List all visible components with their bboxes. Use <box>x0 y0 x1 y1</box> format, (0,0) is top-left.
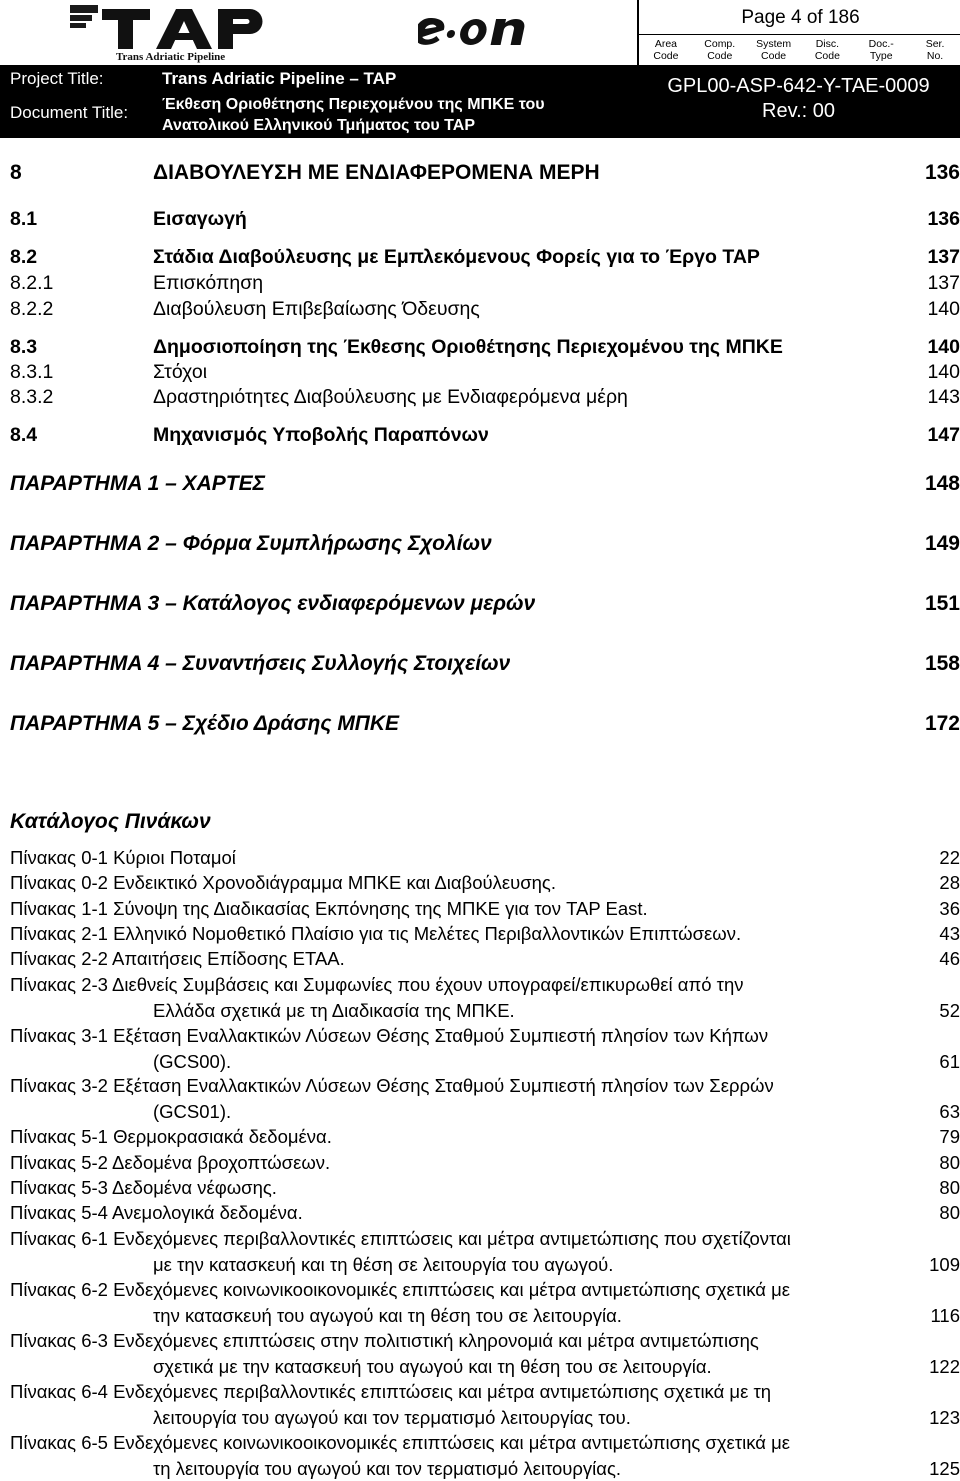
document-title-label: Document Title: <box>10 103 129 122</box>
code-fields <box>639 35 960 65</box>
code-comp: Comp. Code <box>704 38 736 62</box>
toc-entry[interactable]: 8.2.2 Διαβούλευση Επιβεβαίωσης Όδευσης 140 <box>10 298 960 320</box>
table-list-entry[interactable]: Πίνακας 6-3 Ενδεχόμενες επιπτώσεις στην πολιτιστική κληρονομιά και μέτρα αντιμετώπισης σχετικά με την κατασκευή του αγωγού και τη θέση του σε λειτουργία. 122 <box>10 1330 960 1377</box>
code-doc-type: Doc.- Type <box>868 38 894 62</box>
code-area: Area Code <box>653 38 679 62</box>
toc-entry[interactable]: 8.2.1 Επισκόπηση 137 <box>10 272 960 294</box>
toc-entry[interactable]: 8.3.1 Στόχοι 140 <box>10 361 960 383</box>
appendix-entry[interactable]: ΠΑΡΑΡΤΗΜΑ 3 – Κατάλογος ενδιαφερόμενων μερών 151 <box>10 592 960 615</box>
code-ser-no: Ser. No. <box>925 38 945 62</box>
document-number: GPL00-ASP-642-Y-TAE-0009 <box>667 75 930 97</box>
code-system: System Code <box>756 38 792 62</box>
tap-logo <box>70 5 270 63</box>
table-list-entry[interactable]: Πίνακας 6-4 Ενδεχόμενες περιβαλλοντικές επιπτώσεις και μέτρα αντιμετώπισης σχετικά με τη λειτουργία του αγωγού και τον τερματισμό λειτουργίας του. 123 <box>10 1381 960 1428</box>
document-title: Έκθεση Οριοθέτησης Περιεχομένου της ΜΠΚΕ του Ανατολικού Ελληνικού Τμήματος του TAP <box>162 96 545 134</box>
table-list-entry[interactable]: Πίνακας 2-2 Απαιτήσεις Επίδοσης ΕΤΑΑ. 46 <box>10 948 960 969</box>
table-list-entry[interactable]: Πίνακας 1-1 Σύνοψη της Διαδικασίας Εκπόνησης της ΜΠΚΕ για τον TAP East. 36 <box>10 898 960 919</box>
table-list-entry[interactable]: Πίνακας 0-1 Κύριοι Ποταμοί 22 <box>10 847 960 868</box>
table-list-entry[interactable]: Πίνακας 5-1 Θερμοκρασιακά δεδομένα. 79 <box>10 1126 960 1147</box>
table-list-entry[interactable]: Πίνακας 6-2 Ενδεχόμενες κοινωνικοοικονομικές επιπτώσεις και μέτρα αντιμετώπισης σχετικά με την κατασκευή του αγωγού και τη θέση του σε λειτουργία. 116 <box>10 1279 960 1326</box>
document-info-box <box>637 0 960 65</box>
code-disc: Disc. Code <box>814 38 840 62</box>
page-counter: Page 4 of 186 <box>639 0 960 35</box>
table-list-entry[interactable]: Πίνακας 6-5 Ενδεχόμενες κοινωνικοοικονομικές επιπτώσεις και μέτρα αντιμετώπισης σχετικά με τη λειτουργία του αγωγού και τον τερματισμό λειτουργίας. 125 <box>10 1432 960 1479</box>
eon-logo <box>418 10 543 55</box>
page-header <box>0 0 960 138</box>
list-of-tables-heading: Κατάλογος Πινάκων <box>10 810 211 833</box>
toc-entry[interactable]: 8.4 Μηχανισμός Υποβολής Παραπόνων 147 <box>10 424 960 446</box>
table-list-entry[interactable]: Πίνακας 0-2 Ενδεικτικό Χρονοδιάγραμμα ΜΠΚΕ και Διαβούλευσης. 28 <box>10 872 960 893</box>
appendix-entry[interactable]: ΠΑΡΑΡΤΗΜΑ 1 – ΧΑΡΤΕΣ 148 <box>10 472 960 495</box>
appendix-entry[interactable]: ΠΑΡΑΡΤΗΜΑ 4 – Συναντήσεις Συλλογής Στοιχείων 158 <box>10 652 960 675</box>
logos-row <box>0 0 960 65</box>
table-list-entry[interactable]: Πίνακας 2-3 Διεθνείς Συμβάσεις και Συμφωνίες που έχουν υπογραφεί/επικυρωθεί από την Ελλάδα σχετικά με τη Διαδικασία της ΜΠΚΕ. 52 <box>10 974 960 1021</box>
toc-entry[interactable]: 8.1 Εισαγωγή 136 <box>10 208 960 230</box>
table-list-entry[interactable]: Πίνακας 3-1 Εξέταση Εναλλακτικών Λύσεων Θέσης Σταθμού Συμπιεστή πλησίον των Κήπων (GCS00). 61 <box>10 1025 960 1072</box>
title-band <box>0 65 960 138</box>
appendix-entry[interactable]: ΠΑΡΑΡΤΗΜΑ 5 – Σχέδιο Δράσης ΜΠΚΕ 172 <box>10 712 960 735</box>
tap-logo-subtitle: Trans Adriatic Pipeline <box>116 51 226 63</box>
tap-logo-letters <box>100 7 270 49</box>
table-list-entry[interactable]: Πίνακας 6-1 Ενδεχόμενες περιβαλλοντικές επιπτώσεις και μέτρα αντιμετώπισης που σχετίζονται με την κατασκευή και τη θέση σε λειτουργία του αγωγού. 109 <box>10 1228 960 1275</box>
toc-entry[interactable]: 8.3.2 Δραστηριότητες Διαβούλευσης με Ενδιαφερόμενα μέρη 143 <box>10 386 960 408</box>
toc-entry[interactable]: 8.3 Δημοσιοποίηση της Έκθεσης Οριοθέτησης Περιεχομένου της ΜΠΚΕ 140 <box>10 336 960 358</box>
table-list-entry[interactable]: Πίνακας 5-4 Ανεμολογικά δεδομένα. 80 <box>10 1202 960 1223</box>
revision: Rev.: 00 <box>762 100 835 122</box>
table-list-entry[interactable]: Πίνακας 5-3 Δεδομένα νέφωσης. 80 <box>10 1177 960 1198</box>
table-list-entry[interactable]: Πίνακας 3-2 Εξέταση Εναλλακτικών Λύσεων Θέσης Σταθμού Συμπιεστή πλησίον των Σερρών (GCS01). 63 <box>10 1075 960 1122</box>
table-list-entry[interactable]: Πίνακας 2-1 Ελληνικό Νομοθετικό Πλαίσιο για τις Μελέτες Περιβαλλοντικών Επιπτώσεων. 43 <box>10 923 960 944</box>
project-title: Trans Adriatic Pipeline – TAP <box>162 69 397 88</box>
project-title-label: Project Title: <box>10 69 104 88</box>
toc-entry[interactable]: 8 ΔΙΑΒΟΥΛΕΥΣΗ ΜΕ ΕΝΔΙΑΦΕΡΟΜΕΝΑ ΜΕΡΗ 136 <box>10 161 960 184</box>
toc-entry[interactable]: 8.2 Στάδια Διαβούλευσης με Εμπλεκόμενους Φορείς για το Έργο TAP 137 <box>10 246 960 268</box>
appendix-entry[interactable]: ΠΑΡΑΡΤΗΜΑ 2 – Φόρμα Συμπλήρωσης Σχολίων 149 <box>10 532 960 555</box>
table-list-entry[interactable]: Πίνακας 5-2 Δεδομένα βροχοπτώσεων. 80 <box>10 1152 960 1173</box>
